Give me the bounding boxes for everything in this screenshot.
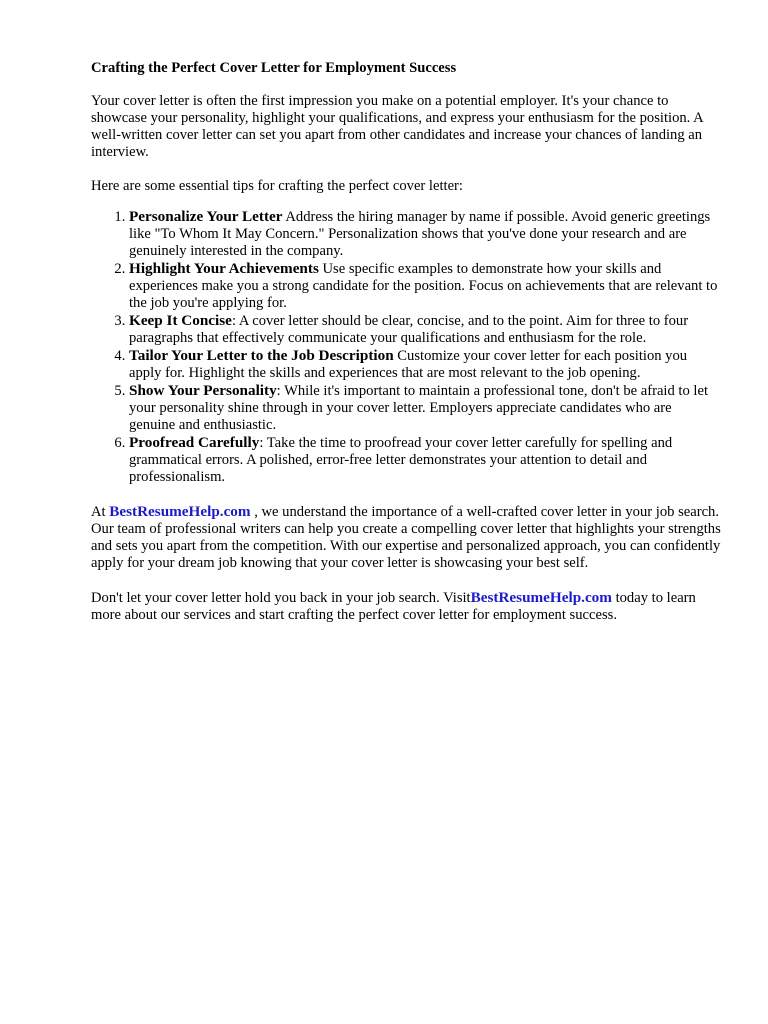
tip-term: Proofread Carefully xyxy=(129,434,260,451)
list-item xyxy=(129,260,721,312)
intro-paragraph: Your cover letter is often the first impression you make on a potential employer. It's your chance to showcase your personality, highlight your qualifications, and express your enthusiasm for the position. A well-written cover letter can set you apart from other candidates and increase your chances of landing an interview. xyxy=(91,93,703,160)
tip-text: Customize your cover letter for each position you apply for. Highlight the skills and experiences that are most relevant to the job opening. xyxy=(129,348,688,381)
services-text-before: At xyxy=(91,504,110,520)
bestresumehelp-link[interactable]: BestResumeHelp.com xyxy=(470,589,612,606)
list-item xyxy=(129,434,721,486)
closing-text-before: Don't let your cover letter hold you back in your job search. Visit xyxy=(91,590,471,606)
tips-lead: Here are some essential tips for crafting the perfect cover letter: xyxy=(91,178,463,194)
tip-term: Keep It Concise xyxy=(129,312,232,329)
tip-text: : While it's important to maintain a professional tone, don't be afraid to let your personality shine through in your cover letter. Employers appreciate candidates who are genuine and enthusiastic. xyxy=(129,383,709,433)
services-text-after: , we understand the importance of a well-crafted cover letter in your job search. Our team of professional writers can help you create a compelling cover letter that highlights your strengths and sets you apart from the competition. With our expertise and personalized approach, you can confidently apply for your dream job knowing that your cover letter is showcasing your best self. xyxy=(91,504,721,571)
tip-text: Use specific examples to demonstrate how your skills and experiences make you a strong candidate for the position. Focus on achievements that are relevant to the job you're applying for. xyxy=(129,261,718,311)
list-item xyxy=(129,347,721,382)
list-item xyxy=(129,382,721,434)
tips-list xyxy=(91,208,721,486)
closing-paragraph xyxy=(91,589,721,624)
tip-text: : A cover letter should be clear, concise, and to the point. Aim for three to four paragraphs that effectively communicate your qualifications and enthusiasm for the role. xyxy=(129,313,689,346)
document-page xyxy=(91,60,721,641)
tip-text: Address the hiring manager by name if possible. Avoid generic greetings like "To Whom It May Concern." Personalization shows that you've done your research and are genuinely interested in the company. xyxy=(129,209,711,259)
tip-text: : Take the time to proofread your cover letter carefully for spelling and grammatical errors. A polished, error-free letter demonstrates your attention to detail and professionalism. xyxy=(129,435,673,485)
document-title: Crafting the Perfect Cover Letter for Employment Success xyxy=(91,60,457,76)
bestresumehelp-link[interactable]: BestResumeHelp.com xyxy=(109,503,251,520)
tip-term: Highlight Your Achievements xyxy=(129,260,319,277)
list-item xyxy=(129,208,721,260)
closing-text-after: today to learn more about our services and start crafting the perfect cover letter for employment success. xyxy=(91,590,696,623)
tip-term: Show Your Personality xyxy=(129,382,277,399)
list-item xyxy=(129,312,721,347)
tip-term: Tailor Your Letter to the Job Description xyxy=(129,347,394,364)
tip-term: Personalize Your Letter xyxy=(129,208,283,225)
services-paragraph xyxy=(91,503,721,572)
